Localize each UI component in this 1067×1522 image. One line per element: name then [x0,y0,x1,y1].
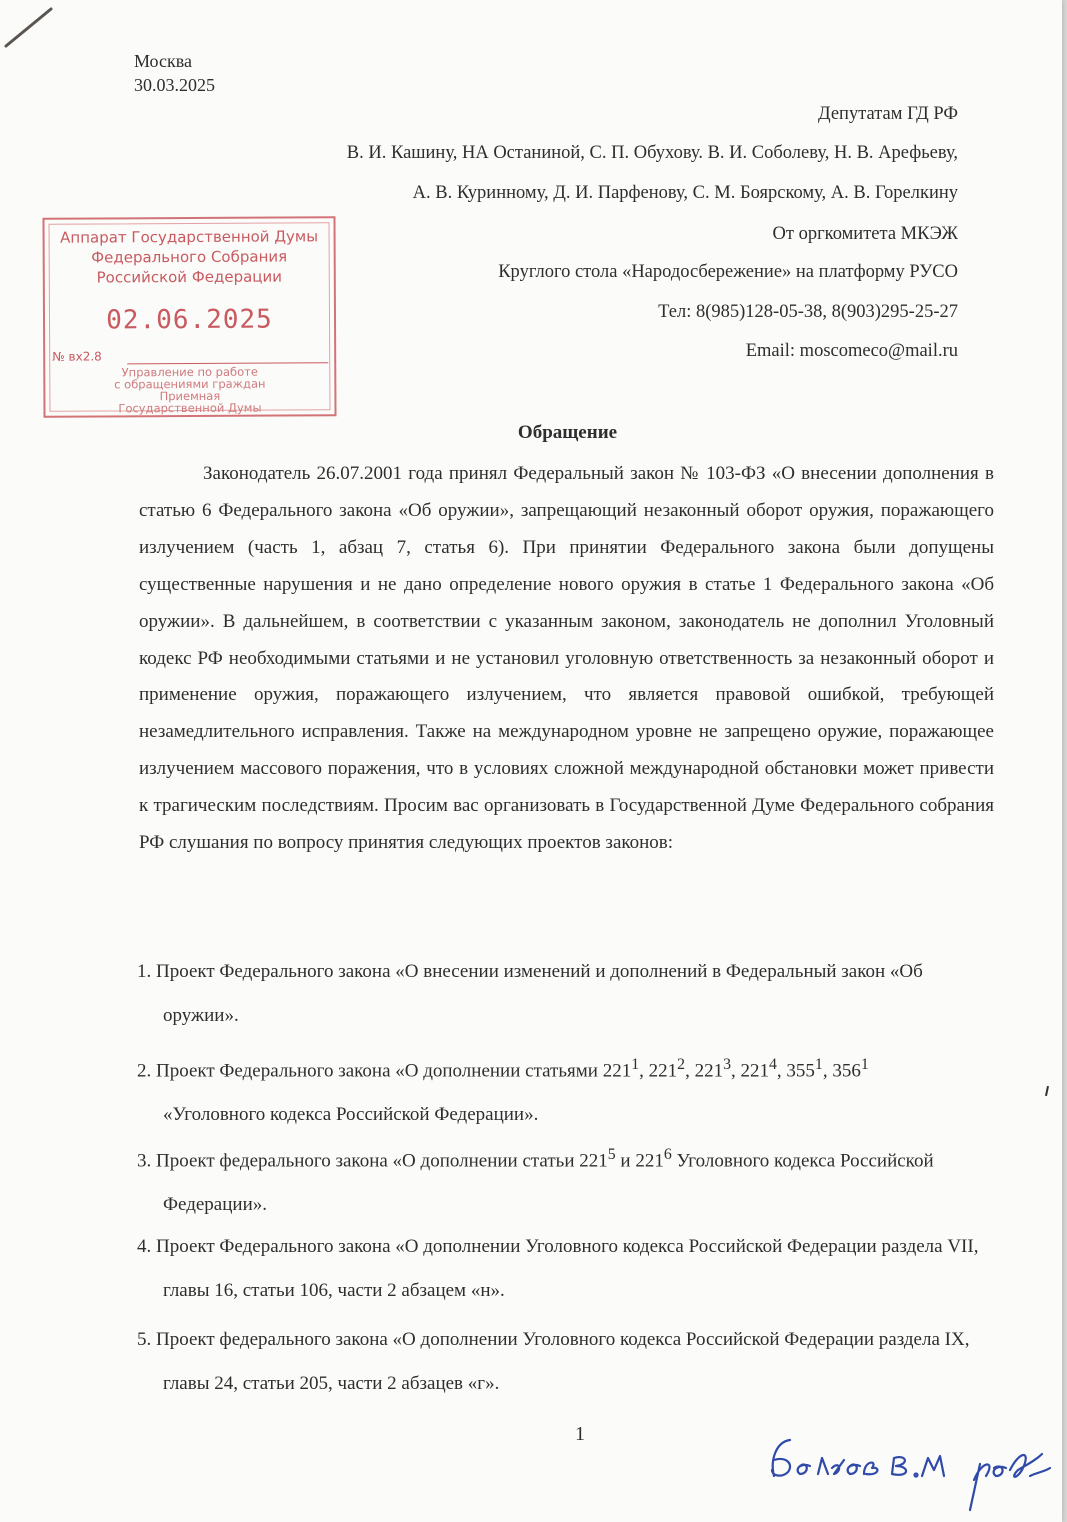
stamp-sub-3: Приемная [159,388,221,404]
list-item-4: 4. Проект Федерального закона «О дополнении Уголовного кодекса Российской Федерации раздела VII, главы 16, статьи 106, части 2 абзацем «н». [137,1236,979,1301]
stamp-sub-1: Управление по работе [121,364,258,380]
separator: , [822,1060,833,1082]
superscript-2: 2 [677,1056,686,1073]
list-item-2-prefix: 2. Проект Федерального закона «О дополнении статьями [137,1060,603,1082]
page-number: 1 [575,1423,585,1445]
separator: , [776,1060,787,1082]
addressee-line-7: Email: moscomeco@mail.ru [745,341,958,361]
superscript-5: 1 [814,1056,823,1073]
superscript-7: 5 [607,1146,616,1163]
separator: , [639,1060,649,1082]
article-221-5: 221 [579,1150,608,1172]
article-221-2: 221 [648,1060,678,1082]
place-date-block [134,49,215,97]
stamp-sub-2: с обращениями граждан [114,376,266,392]
stamp-number: № вх2.8 [52,349,102,364]
registration-stamp [42,216,336,418]
addressee-line-3: А. В. Куринному, Д. И. Парфенову, С. М. Боярскому, А. В. Горелкину [412,183,958,203]
article-355-1: 355 [786,1060,815,1082]
superscript-8: 6 [663,1146,672,1163]
stamp-line-1: Аппарат Государственной Думы [60,227,319,247]
superscript-4: 4 [768,1056,777,1073]
letter-date: 30.03.2025 [134,75,215,95]
list-item-1: 1. Проект Федерального закона «О внесении изменений и дополнений в Федеральный закон «Об оружии». [137,961,923,1026]
body-paragraph: Законодатель 26.07.2001 года принял Федеральный закон № 103-ФЗ «О внесении дополнения в статью 6 Федерального закона «Об оружии», запрещающий незаконный оборот оружия, поражающего излучением (часть 1, абзац 7, статья 6). При принятии Федерального закона были допущены существенные нарушения и не дано определение нового оружия в статье 1 Федерального закона «Об оружии». В дальнейшем, в соответствии с указанным законом, законодатель не дополнил Уголовный кодекс РФ необходимыми статьями и не установил уголовную ответственность за незаконный оборот и применение оружия, поражающего излучением, что является правовой ошибкой, требующей незамедлительного исправления. Также на международном уровне не запрещено оружие, поражающее излучением массового поражения, что в условиях сложной международной обстановки может привести к трагическим последствиям. Просим вас организовать в Государственной Думе Федерального собрания РФ слушания по вопросу принятия следующих проектов законов: [139,463,994,854]
city: Москва [134,51,192,71]
superscript-6: 1 [860,1056,869,1073]
separator: , [685,1060,695,1082]
conjunction: и [615,1150,636,1172]
list-item-3-suffix: Уголовного кодекса Российской Федерации». [163,1150,934,1216]
superscript-1: 1 [631,1056,640,1073]
document-title: Обращение [517,422,618,443]
addressee-line-4: От оргкомитета МКЭЖ [772,224,958,244]
handwritten-signature [760,1420,1060,1515]
list-item-3-prefix: 3. Проект федерального закона «О дополнении статьи [137,1150,580,1172]
article-356-1: 356 [832,1060,861,1082]
superscript-3: 3 [723,1056,731,1073]
article-221-1: 221 [602,1060,632,1082]
list-item-2-suffix: «Уголовного кодекса Российской Федерации». [163,1104,539,1126]
list-item-3 [137,1133,993,1227]
addressee-line-1: Депутатам ГД РФ [817,104,958,124]
addressee-line-6: Тел: 8(985)128-05-38, 8(903)295-25-27 [658,302,958,322]
addressee-line-5: Круглого стола «Народосбережение» на платформу РУСО [498,262,958,282]
article-221-4: 221 [740,1060,769,1082]
stamp-sub-4: Государственной Думы [118,400,262,416]
article-221-6: 221 [635,1150,664,1172]
separator: , [730,1060,741,1082]
list-item-5: 5. Проект федерального закона «О дополнении Уголовного кодекса Российской Федерации раздела IX, главы 24, статьи 205, части 2 абзацев «г». [137,1329,970,1394]
list-item-2 [137,1043,993,1137]
addressee-line-2: В. И. Кашину, НА Останиной, С. П. Обухову. В. И. Соболеву, Н. В. Арефьеву, [346,143,958,163]
article-221-3: 221 [694,1060,724,1082]
stray-ink-mark [1045,1086,1049,1096]
stamp-line-2: Федерального Собрания [91,247,288,267]
stamp-date: 02.06.2025 [106,304,273,336]
pen-scratch-mark [0,0,60,60]
stamp-line-3: Российской Федерации [96,267,283,287]
